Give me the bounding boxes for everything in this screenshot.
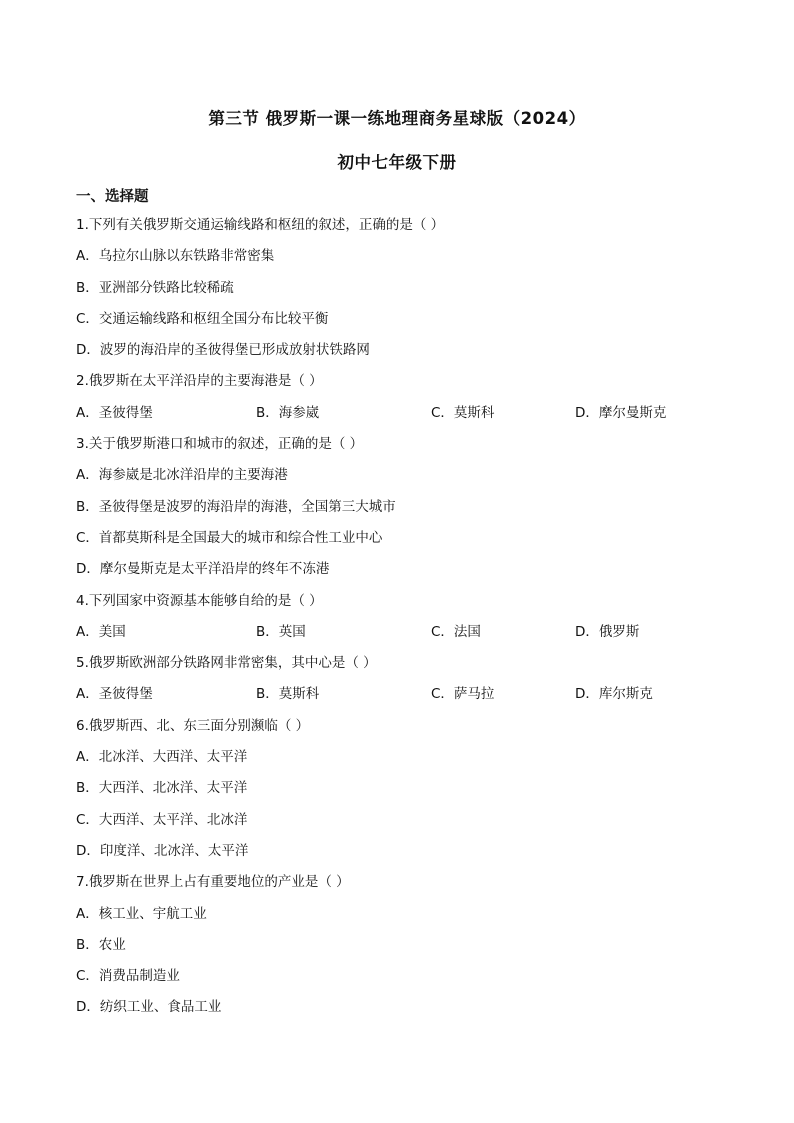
question-2 bbox=[76, 366, 726, 429]
section-heading: 一、选择题 bbox=[76, 189, 149, 205]
option-row bbox=[76, 617, 726, 648]
question-3 bbox=[76, 429, 726, 585]
option-d: D．摩尔曼斯克是太平洋沿岸的终年不冻港 bbox=[76, 561, 330, 578]
option-d: D．波罗的海沿岸的圣彼得堡已形成放射状铁路网 bbox=[76, 342, 370, 359]
option-d: D．俄罗斯 bbox=[575, 623, 640, 640]
option-b: B．英国 bbox=[256, 623, 306, 640]
document-title: 第三节 俄罗斯一课一练地理商务星球版（2024） bbox=[208, 109, 586, 128]
option-c: C．大西洋、太平洋、北冰洋 bbox=[76, 811, 248, 828]
option-d: D．纺织工业、食品工业 bbox=[76, 999, 222, 1016]
option-a: A．圣彼得堡 bbox=[76, 686, 153, 703]
option-c: C．萨马拉 bbox=[431, 686, 495, 703]
question-list bbox=[76, 210, 726, 1024]
option-c: C．首都莫斯科是全国最大的城市和综合性工业中心 bbox=[76, 529, 383, 546]
option-row bbox=[76, 679, 726, 710]
question-stem: 3.关于俄罗斯港口和城市的叙述，正确的是（ ） bbox=[76, 436, 364, 453]
document-subtitle: 初中七年级下册 bbox=[337, 153, 457, 172]
option-b: B．圣彼得堡是波罗的海沿岸的海港，全国第三大城市 bbox=[76, 498, 396, 515]
option-b: B．莫斯科 bbox=[256, 686, 320, 703]
option-a: A．海参崴是北冰洋沿岸的主要海港 bbox=[76, 467, 288, 484]
option-row bbox=[76, 398, 726, 429]
option-c: C．消费品制造业 bbox=[76, 968, 180, 985]
question-stem: 6.俄罗斯西、北、东三面分别濒临（ ） bbox=[76, 717, 310, 734]
option-a: A．北冰洋、大西洋、太平洋 bbox=[76, 749, 248, 766]
question-5 bbox=[76, 648, 726, 711]
question-6 bbox=[76, 711, 726, 867]
option-b: B．海参崴 bbox=[256, 404, 320, 421]
option-b: B．大西洋、北冰洋、太平洋 bbox=[76, 780, 248, 797]
option-d: D．印度洋、北冰洋、太平洋 bbox=[76, 842, 249, 859]
option-c: C．交通运输线路和枢纽全国分布比较平衡 bbox=[76, 310, 329, 327]
option-a: A．乌拉尔山脉以东铁路非常密集 bbox=[76, 248, 275, 265]
question-stem: 1.下列有关俄罗斯交通运输线路和枢纽的叙述，正确的是（ ） bbox=[76, 217, 445, 233]
option-b: B．农业 bbox=[76, 936, 126, 953]
option-a: A．美国 bbox=[76, 623, 126, 640]
option-c: C．法国 bbox=[431, 623, 481, 640]
option-b: B．亚洲部分铁路比较稀疏 bbox=[76, 279, 234, 296]
question-7 bbox=[76, 867, 726, 1023]
question-stem: 5.俄罗斯欧洲部分铁路网非常密集，其中心是（ ） bbox=[76, 655, 377, 672]
question-4 bbox=[76, 586, 726, 649]
option-a: A．核工业、宇航工业 bbox=[76, 905, 207, 922]
question-stem: 7.俄罗斯在世界上占有重要地位的产业是（ ） bbox=[76, 874, 350, 891]
option-c: C．莫斯科 bbox=[431, 404, 495, 421]
question-stem: 4.下列国家中资源基本能够自给的是（ ） bbox=[76, 592, 323, 609]
option-d: D．摩尔曼斯克 bbox=[575, 404, 667, 421]
question-stem: 2.俄罗斯在太平洋沿岸的主要海港是（ ） bbox=[76, 373, 323, 390]
option-d: D．库尔斯克 bbox=[575, 686, 653, 703]
question-1 bbox=[76, 210, 726, 366]
option-a: A．圣彼得堡 bbox=[76, 404, 153, 421]
